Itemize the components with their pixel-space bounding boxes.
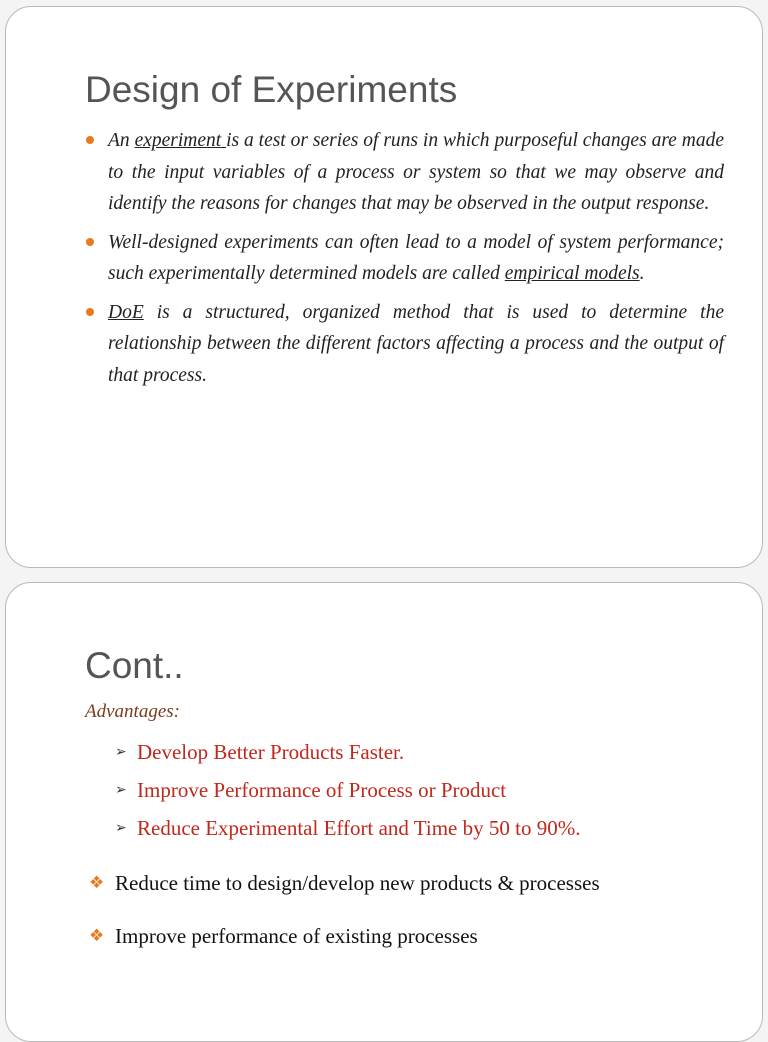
bullet-text: Well-designed experiments can often lead to a model of system performance; such experimentally determined models are called	[108, 231, 724, 284]
list-item	[89, 870, 600, 923]
bullet-text: .	[639, 263, 645, 284]
list-item	[81, 227, 724, 290]
term-experiment: experiment	[134, 130, 227, 151]
list-item	[81, 297, 724, 392]
list-item	[115, 777, 580, 815]
advantage-text: Develop Better Products Faster.	[137, 740, 405, 764]
benefit-text: Reduce time to design/develop new products & processes	[115, 871, 600, 895]
bullet-text: is a structured, organized method that is used to determine the relationship between the different factors affecting a process and the output of that process.	[108, 301, 724, 386]
advantages-label: Advantages:	[85, 701, 180, 722]
orange-dot-icon	[86, 136, 94, 144]
orange-dot-icon	[86, 308, 94, 316]
arrowhead-icon: ➢	[115, 744, 127, 760]
bullet-text: An	[108, 130, 135, 151]
bullet-list	[81, 125, 724, 398]
slide-title: Cont..	[85, 645, 184, 686]
benefit-text: Improve performance of existing processes	[115, 924, 478, 948]
advantages-list	[115, 739, 580, 853]
arrowhead-icon: ➢	[115, 782, 127, 798]
arrowhead-icon: ➢	[115, 820, 127, 836]
advantage-text: Improve Performance of Process or Product	[137, 778, 507, 802]
slide-design-of-experiments	[5, 6, 763, 568]
diamond-icon: ❖	[89, 873, 105, 893]
list-item	[81, 125, 724, 220]
term-empirical-models: empirical models	[504, 263, 640, 284]
advantage-text: Reduce Experimental Effort and Time by 50 to 90%.	[137, 816, 581, 840]
list-item	[115, 815, 580, 853]
term-doe: DoE	[108, 301, 144, 323]
list-item	[89, 923, 600, 976]
benefits-list	[89, 870, 600, 976]
bullet-text: is a test or series of runs in which purposeful changes are made to the input variables of a process or system so that we may observe and identify the reasons for changes that may be observed in the output response.	[108, 130, 724, 214]
slide-title: Design of Experiments	[85, 69, 458, 110]
slide-cont	[5, 582, 763, 1042]
orange-dot-icon	[86, 238, 94, 246]
list-item	[115, 739, 580, 777]
diamond-icon: ❖	[89, 926, 105, 946]
